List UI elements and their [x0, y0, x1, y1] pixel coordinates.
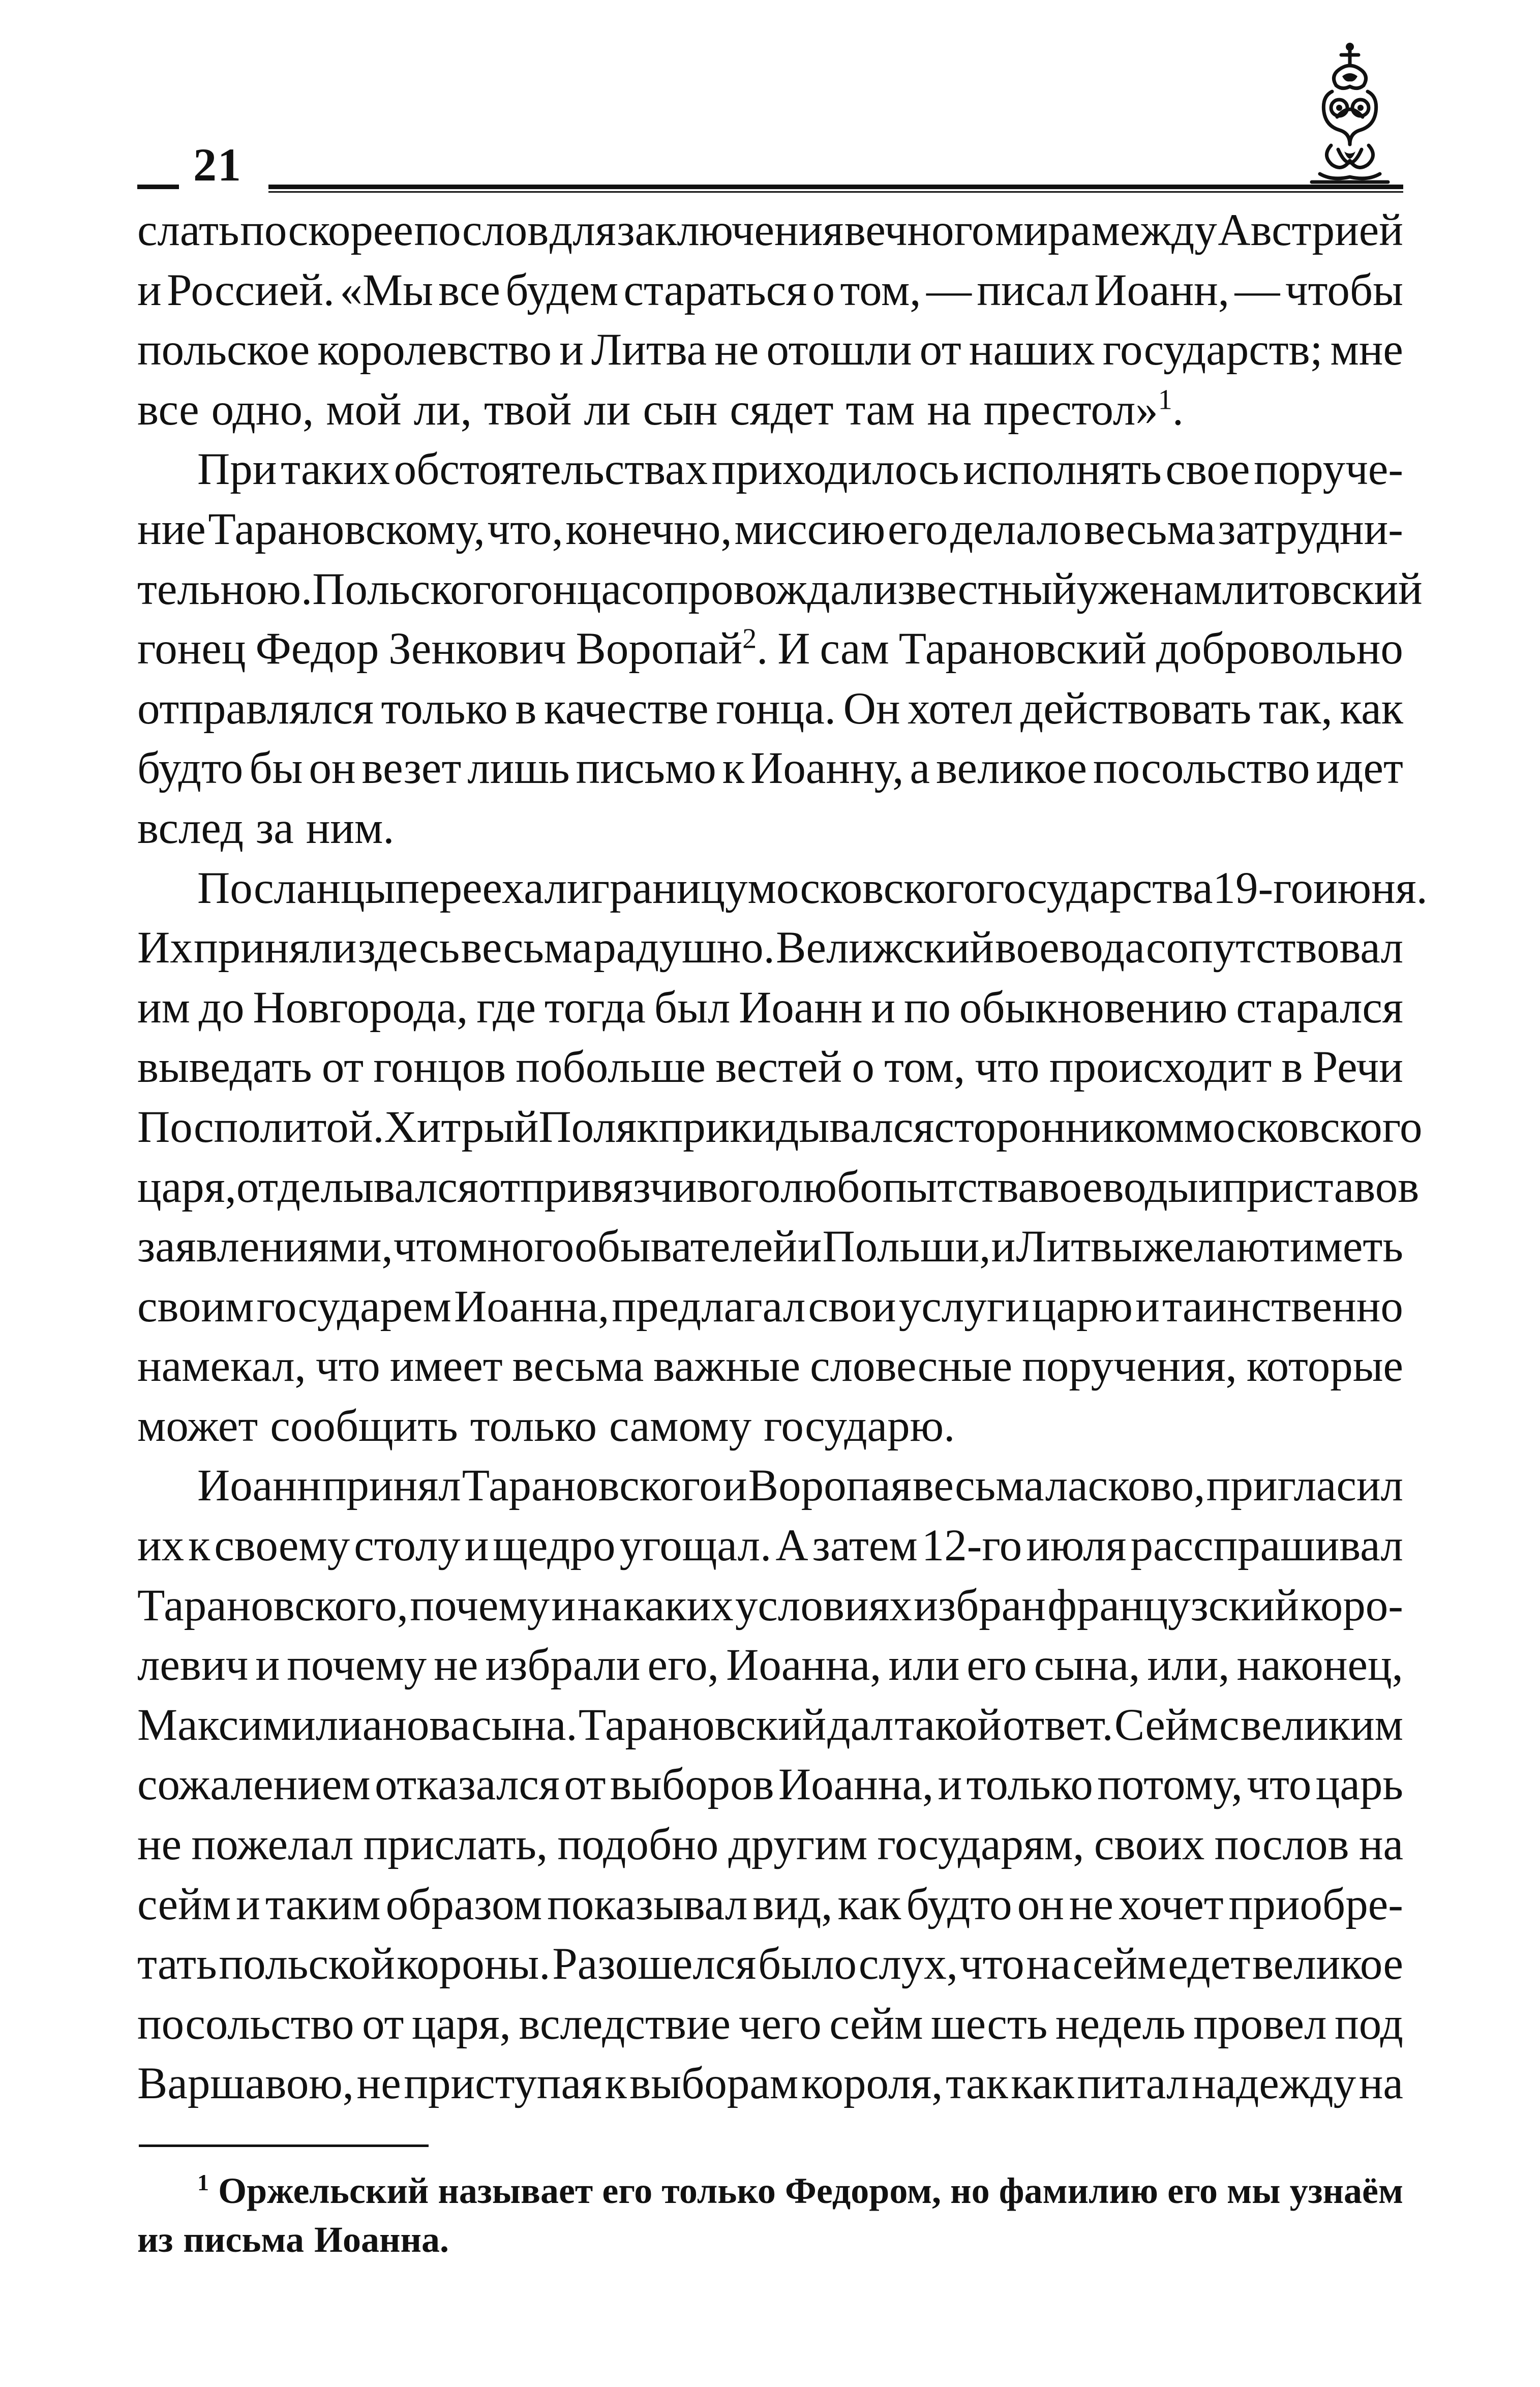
header-rule-right-thin: [268, 191, 1403, 193]
body-line: Тарановского, почему и на каких условиях избран французский коро-: [137, 1580, 1403, 1630]
page-header: [137, 41, 1403, 193]
body-line: При таких обстоятельствах приходилось исполнять свое поруче-: [197, 444, 1403, 495]
body-line: отправлялся только в качестве гонца. Он хотел действовать так, как: [137, 683, 1403, 734]
header-rule-left: [137, 185, 179, 189]
footnote-line: $^1$ Оржельский называет его только Федором, но фамилию его мы узнаём: [197, 2169, 1403, 2211]
body-line: левич и почему не избрали его, Иоанна, или его сына, или, наконец,: [137, 1640, 1403, 1690]
body-line: все одно, мой ли, твой ли сын сядет там на престол»$^1$.: [137, 384, 1184, 435]
heraldic-ornament-icon: [1302, 41, 1398, 193]
body-line: Варшавою, не приступая к выборам короля, так как питал надежду на: [137, 2059, 1403, 2109]
body-line: тельною. Польского гонца сопровождал известный уже нам литовский: [137, 564, 1423, 614]
body-line: сейм и таким образом показывал вид, как будто он не хочет приобре-: [137, 1879, 1403, 1929]
body-line: может сообщить только самому государю.: [137, 1401, 955, 1451]
body-line: посольство от царя, вследствие чего сейм шесть недель провел под: [137, 1999, 1403, 2049]
footnote-text-block: [137, 2166, 1403, 2264]
body-line: царя, отделывался от привязчивого любопытства воеводы и приставов: [137, 1162, 1420, 1212]
body-line: сожалением отказался от выборов Иоанна, и только потому, что царь: [137, 1760, 1403, 1810]
body-line: вслед за ним.: [137, 803, 395, 853]
body-line: Максимилианова сына. Тарановский дал такой ответ. Сейм с великим: [137, 1700, 1403, 1750]
body-line: и Россией. «Мы все будем стараться о том, — писал Иоанн, — чтобы: [137, 265, 1403, 315]
body-line: заявлениями, что много обывателей и Польши, и Литвы желают иметь: [137, 1222, 1403, 1272]
body-line: им до Новгорода, где тогда был Иоанн и по обыкновению старался: [137, 982, 1403, 1033]
body-line: Их приняли здесь весьма радушно. Велижский воевода сопутствовал: [137, 923, 1403, 973]
body-line: своим государем Иоанна, предлагал свои услуги царю и таинственно: [137, 1281, 1403, 1332]
footnote-line: из письма Иоанна.: [137, 2219, 449, 2260]
footnote-divider: [139, 2144, 429, 2147]
body-line: выведать от гонцов побольше вестей о том, что происходит в Речи: [137, 1042, 1403, 1093]
body-line: Посполитой. Хитрый Поляк прикидывался сторонником московского: [137, 1102, 1423, 1152]
body-line: их к своему столу и щедро угощал. А затем 12-го июля расспрашивал: [137, 1521, 1403, 1571]
header-rule-right: [268, 185, 1403, 189]
body-line: гонец Федор Зенкович Воропай$^2$. И сам Тарановский добровольно: [137, 623, 1403, 674]
body-line: польское королевство и Литва не отошли от наших государств; мне: [137, 325, 1403, 375]
body-text-block: [137, 201, 1428, 2114]
page-number: 21: [193, 139, 242, 191]
body-line: намекал, что имеет весьма важные словесные поручения, которые: [137, 1341, 1403, 1392]
body-line: тать польской короны. Разошелся было слух, что на сейм едет великое: [137, 1939, 1403, 1989]
footnotes: [137, 2144, 1403, 2264]
body-line: Иоанн принял Тарановского и Воропая весьма ласково, пригласил: [197, 1461, 1403, 1511]
body-line: не пожелал прислать, подобно другим государям, своих послов на: [137, 1820, 1403, 1870]
body-line: ние Тарановскому, что, конечно, миссию его делало весьма затрудни-: [137, 504, 1403, 554]
main-text: [137, 201, 1428, 2114]
body-line: будто бы он везет лишь письмо к Иоанну, а великое посольство идет: [137, 743, 1403, 794]
body-line: слать поскорее послов для заключения вечного мира между Австрией: [137, 205, 1403, 255]
body-line: Посланцы переехали границу московского государства 19-го июня.: [197, 863, 1428, 913]
